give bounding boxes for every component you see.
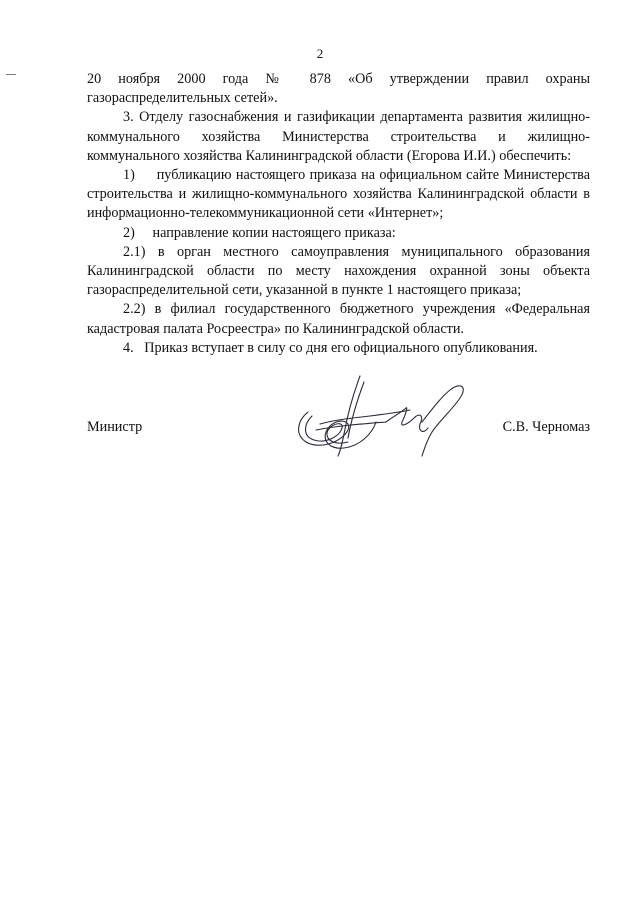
page-number: 2 (316, 46, 324, 61)
margin-mark (6, 74, 16, 75)
paragraph-item-3-2: 2) направление копии настоящего приказа: (123, 224, 396, 241)
paragraph-item-3-1: 1) публикацию настоящего приказа на официальном сайте Министерства строительства и жилищно-коммунального хозяйства Калининградской области в информационно-телекоммуникационной сети «Интернет»; (87, 167, 590, 222)
handwritten-signature (290, 372, 480, 462)
document-body (87, 70, 590, 358)
signer-name: С.В. Черномаз (502, 419, 590, 435)
paragraph-item-3: 3. Отделу газоснабжения и газификации департамента развития жилищно-коммунального хозяйства Министерства строительства и жилищно-коммунального хозяйства Калининградской области (Егорова И.И.) обеспечить: (87, 109, 590, 164)
paragraph-item-4: 4. Приказ вступает в силу со дня его официального опубликования. (123, 339, 538, 356)
paragraph-item-3-2-2: 2.2) в филиал государственного бюджетного учреждения «Федеральная кадастровая палата Росреестра» по Калининградской области. (87, 301, 590, 337)
paragraph-continuation: 20 ноября 2000 года № 878 «Об утверждении правил охраны газораспределительных сетей». (87, 71, 590, 107)
paragraph-item-3-2-1: 2.1) в орган местного самоуправления муниципального образования Калининградской области по месту нахождения охранной зоны объекта газораспределительной сети, указанной в пункте 1 настоящего приказа; (87, 243, 590, 299)
signer-title: Министр (87, 419, 143, 435)
